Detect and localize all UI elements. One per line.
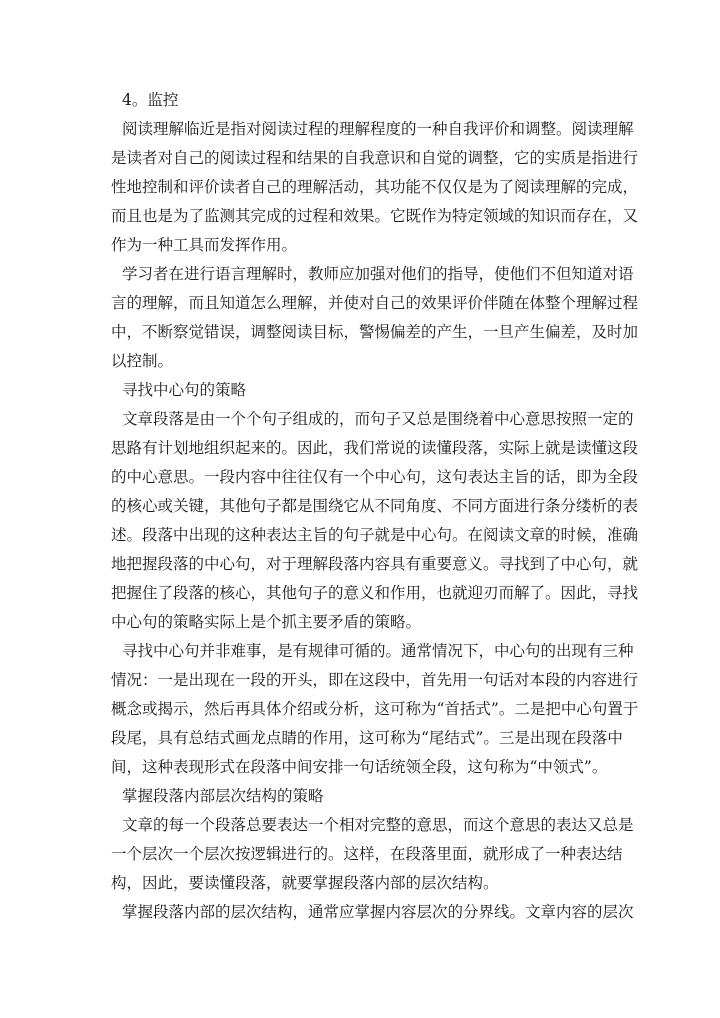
paragraph-line: 中，不断察觉错误，调整阅读目标，警惕偏差的产生，一旦产生偏差，及时加 bbox=[111, 323, 639, 341]
paragraph-line: 概念或揭示，然后再具体介绍或分析，这可称为“首括式”。二是把中心句置于 bbox=[111, 700, 639, 718]
paragraph-line: 寻找中心句并非难事，是有规律可循的。通常情况下，中心句的出现有三种 bbox=[122, 642, 634, 660]
paragraph-line: 作为一种工具而发挥作用。 bbox=[111, 236, 298, 254]
paragraph-line: 掌握段落内部的层次结构，通常应掌握内容层次的分界线。文章内容的层次 bbox=[122, 903, 634, 921]
paragraph-line: 把握住了段落的核心，其他句子的意义和作用，也就迎刃而解了。因此，寻找 bbox=[111, 584, 639, 602]
paragraph-line: 间，这种表现形式在段落中间安排一句话统领全段，这句称为“中领式”。 bbox=[111, 758, 608, 776]
paragraph-line: 学习者在进行语言理解时，教师应加强对他们的指导，使他们不但知道对语 bbox=[122, 265, 634, 283]
section-heading-paragraph-structure: 掌握段落内部层次结构的策略 bbox=[122, 787, 324, 805]
paragraph-line: 构，因此，要读懂段落，就要掌握段落内部的层次结构。 bbox=[111, 874, 499, 892]
section-heading-central-sentence: 寻找中心句的策略 bbox=[122, 381, 247, 399]
paragraph-line: 阅读理解临近是指对阅读过程的理解程度的一种自我评价和调整。阅读理解 bbox=[122, 120, 634, 138]
document-body bbox=[111, 86, 639, 927]
paragraph-line: 文章段落是由一个个句子组成的，而句子又总是围绕着中心意思按照一定的 bbox=[122, 410, 634, 428]
paragraph-line: 地把握段落的中心句，对于理解段落内容具有重要意义。寻找到了中心句，就 bbox=[111, 555, 639, 573]
section-heading-monitoring: 4。监控 bbox=[122, 91, 179, 109]
paragraph-line: 是读者对自己的阅读过程和结果的自我意识和自觉的调整，它的实质是指进行 bbox=[111, 149, 639, 167]
paragraph-line: 性地控制和评价读者自己的理解活动，其功能不仅仅是为了阅读理解的完成， bbox=[111, 178, 639, 196]
paragraph-line: 的中心意思。一段内容中往往仅有一个中心句，这句表达主旨的话，即为全段 bbox=[111, 468, 639, 486]
paragraph-line: 而且也是为了监测其完成的过程和效果。它既作为特定领域的知识而存在，又 bbox=[111, 207, 639, 225]
paragraph-line: 文章的每一个段落总要表达一个相对完整的意思，而这个意思的表达又总是 bbox=[122, 816, 634, 834]
paragraph-line: 言的理解，而且知道怎么理解，并使对自己的效果评价伴随在体整个理解过程 bbox=[111, 294, 639, 312]
paragraph-line: 以控制。 bbox=[111, 352, 174, 370]
paragraph-line: 段尾，具有总结式画龙点睛的作用，这可称为“尾结式”。三是出现在段落中 bbox=[111, 729, 623, 747]
paragraph-line: 思路有计划地组织起来的。因此，我们常说的读懂段落，实际上就是读懂这段 bbox=[111, 439, 639, 457]
paragraph-line: 一个层次一个层次按逻辑进行的。这样，在段落里面，就形成了一种表达结 bbox=[111, 845, 623, 863]
paragraph-line: 情况：一是出现在一段的开头，即在这段中，首先用一句话对本段的内容进行 bbox=[111, 671, 639, 689]
paragraph-line: 述。段落中出现的这种表达主旨的句子就是中心句。在阅读文章的时候，准确 bbox=[111, 526, 639, 544]
paragraph-line: 的核心或关键，其他句子都是围绕它从不同角度、不同方面进行条分缕析的表 bbox=[111, 497, 639, 515]
paragraph-line: 中心句的策略实际上是个抓主要矛盾的策略。 bbox=[111, 613, 422, 631]
